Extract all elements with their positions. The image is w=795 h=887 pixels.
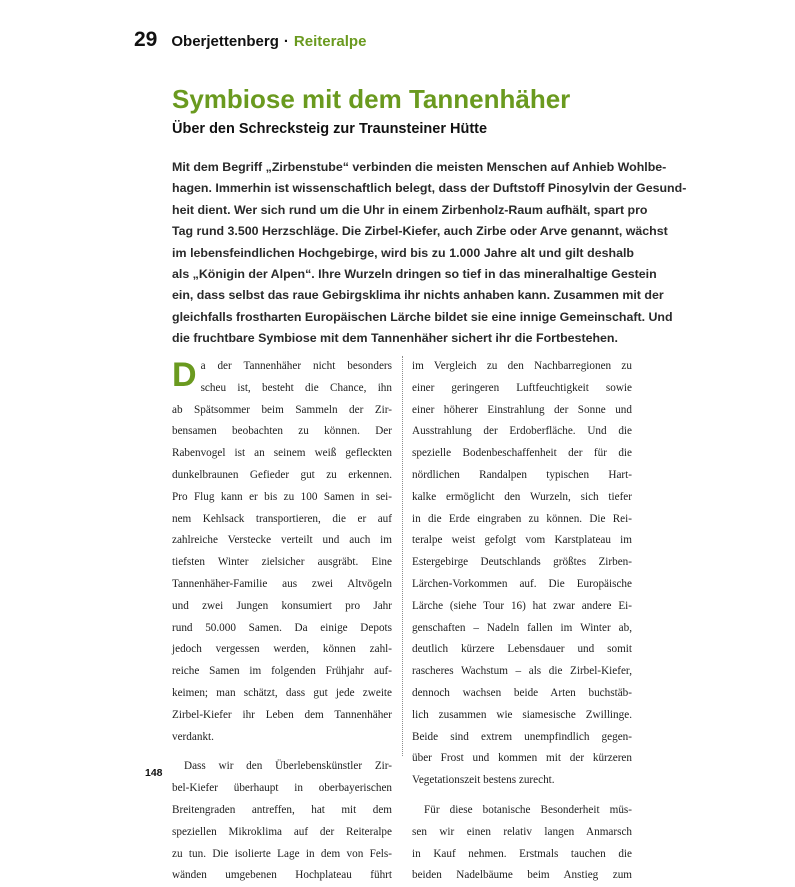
text-line: dennoch wachsen beide Arten buchstäb- <box>412 686 632 699</box>
right-paragraph-1 <box>412 356 632 792</box>
header-location: Oberjettenberg <box>171 33 279 50</box>
text-line: sen wir einen relativ langen Anmarsch <box>412 825 632 838</box>
text-line: wänden umgebenen Hochplateau führt <box>172 869 392 882</box>
running-header <box>134 28 366 52</box>
text-line: bensamen beobachten zu können. Der <box>172 425 392 438</box>
text-line: heit dient. Wer sich rund um die Uhr in einem Zirbenholz-Raum aufhält, spart pro <box>172 202 648 217</box>
text-line: einer höherer Einstrahlung der Sonne und <box>412 403 632 416</box>
text-line: rund 50.000 Samen. Da einige Depots <box>172 621 392 634</box>
text-line: bel-Kiefer überhaupt in oberbayerischen <box>172 782 392 795</box>
text-line: Lärche (siehe Tour 16) hat zwar andere Ei- <box>412 599 632 612</box>
text-line: im Vergleich zu den Nachbarregionen zu <box>412 360 632 372</box>
text-line: die fruchtbare Symbiose mit dem Tannenhäher sichert ihr die Fortbestehen. <box>172 331 618 346</box>
text-line: Mit dem Begriff „Zirbenstube“ verbinden die meisten Menschen auf Anhieb Wohlbe- <box>172 160 667 174</box>
tour-number: 29 <box>134 28 158 51</box>
text-line: jedoch vergessen werden, können zahl- <box>172 643 392 656</box>
text-line: Beide sind extrem unempfindlich gegen- <box>412 730 632 743</box>
drop-cap-lines <box>172 356 392 400</box>
text-line: gleichfalls frostharten Europäischen Lärche bildet sie eine innige Gemeinschaft. Und <box>172 309 673 324</box>
article-title: Symbiose mit dem Tannenhäher <box>172 84 571 114</box>
text-line: nem Kehlsack transportieren, die er auf <box>172 512 392 525</box>
drop-cap: D <box>172 356 197 394</box>
text-line: speziellen Mikroklima auf der Reiteralpe <box>172 825 392 838</box>
text-line: beiden Nadelbäume beim Anstieg zum <box>412 869 632 882</box>
text-line: tiefsten Winter zielsicher ausgräbt. Eine <box>172 556 392 569</box>
text-line: Rabenvogel ist an seinem weiß gefleckten <box>172 447 392 460</box>
header-region: Reiteralpe <box>293 33 367 50</box>
intro-paragraph <box>172 157 687 350</box>
text-line: Vegetationszeit bestens zurecht. <box>412 774 555 787</box>
right-paragraph-2 <box>412 800 632 887</box>
text-line: Lärchen-Vorkommen auf. Die Europäische <box>412 577 632 590</box>
text-line: spezielle Bodenbeschaffenheit der für die <box>412 447 632 460</box>
text-line: als „Königin der Alpen“. Ihre Wurzeln dringen so tief in das mineralhaltige Gestein <box>172 267 657 282</box>
text-line: Tannenhäher-Familie aus zwei Altvögeln <box>172 577 392 590</box>
text-line: Pro Flug kann er bis zu 100 Samen in sei- <box>172 490 392 503</box>
text-line: reiche Samen im folgenden Frühjahr auf- <box>172 665 392 678</box>
text-line: Breitengraden antreffen, hat mit dem <box>172 803 392 816</box>
text-line: Ausstrahlung der Erdoberfläche. Und die <box>412 425 632 438</box>
text-line: ein, dass selbst das raue Gebirgsklima ihr nichts anhaben kann. Zusammen mit der <box>172 288 664 303</box>
text-line: nördlichen Randalpen typischen Hart- <box>412 468 632 481</box>
text-line: Dass wir den Überlebenskünstler Zir- <box>184 760 392 773</box>
text-line: lich zusammen wie siamesische Zwillinge. <box>412 708 632 721</box>
text-line: und zwei Jungen konsumiert pro Jahr <box>172 599 392 612</box>
left-column <box>172 356 392 887</box>
text-line: a der Tannenhäher nicht besonders <box>200 360 392 372</box>
text-line: dunkelbraunen Gefieder gut zu erkennen. <box>172 468 392 481</box>
text-line: einer geringeren Luftfeuchtigkeit sowie <box>412 381 632 394</box>
left-paragraph-2 <box>172 756 392 887</box>
text-line: in die Erde eingraben zu können. Die Rei- <box>412 512 632 525</box>
text-line: in Kauf nehmen. Erstmals tauchen die <box>412 847 632 860</box>
text-line: über Frost und kommen mit der kürzeren <box>412 752 632 765</box>
text-line: kalke ermöglicht den Wurzeln, sich tiefer <box>412 490 632 503</box>
text-line: hagen. Immerhin ist wissenschaftlich belegt, dass der Duftstoff Pinosylvin der Gesund- <box>172 181 687 196</box>
header-separator: · <box>283 33 289 50</box>
text-line: Estergebirge Deutschlands größtes Zirben- <box>412 556 632 569</box>
left-paragraph-1 <box>172 400 392 749</box>
right-column <box>412 356 632 887</box>
text-line: scheu ist, besteht die Chance, ihn <box>200 381 392 394</box>
text-line: Für diese botanische Besonderheit müs- <box>424 803 632 816</box>
text-line: verdankt. <box>172 730 214 743</box>
text-line: rascheres Wachstum – als die Zirbel-Kiefer, <box>412 665 632 678</box>
column-divider <box>402 356 403 756</box>
text-line: zu tun. Die isolierte Lage in dem von Fels- <box>172 847 392 860</box>
text-line: ab Spätsommer beim Sammeln der Zir- <box>172 403 392 416</box>
text-line: deutlich kürzere Lebensdauer und somit <box>412 643 632 656</box>
page-number: 148 <box>145 767 163 779</box>
text-line: Zirbel-Kiefer ihr Leben dem Tannenhäher <box>172 708 392 721</box>
text-line: genschaften – Nadeln fallen im Winter ab, <box>412 621 632 634</box>
text-line: keimen; man schätzt, dass gut jede zweite <box>172 686 392 699</box>
text-line: Tag rund 3.500 Herzschläge. Die Zirbel-Kiefer, auch Zirbe oder Arve genannt, wächst <box>172 224 668 239</box>
article-subtitle: Über den Schrecksteig zur Traunsteiner Hütte <box>172 121 488 137</box>
text-line: im lebensfeindlichen Hochgebirge, wird bis zu 1.000 Jahre alt und gilt deshalb <box>172 245 634 260</box>
text-line: zahlreiche Verstecke verteilt und auch im <box>172 534 392 547</box>
text-line: teralpe weist gefolgt vom Karstplateau im <box>412 534 632 547</box>
